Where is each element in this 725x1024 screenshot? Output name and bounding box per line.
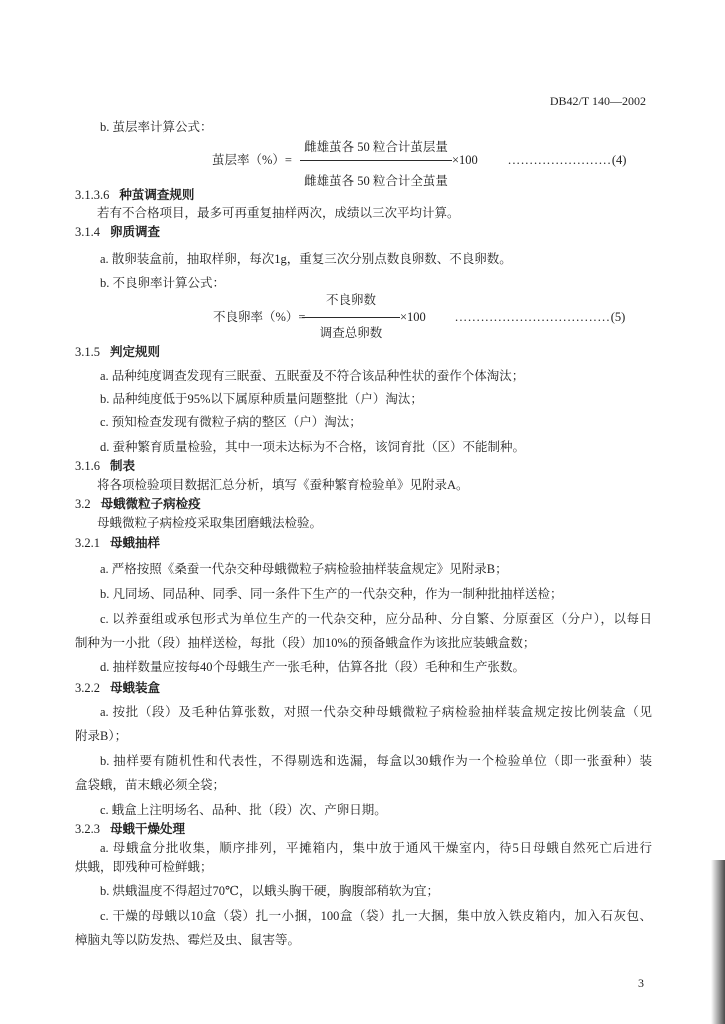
formula-5-number: (5) xyxy=(610,310,626,324)
formula-4-intro: b. 茧层率计算公式： xyxy=(100,120,213,134)
list-item: a. 母蛾盒分批收集，顺序排列，平摊箱内，集中放于通风干燥室内，待5日母蛾自然死亡后进行 xyxy=(100,841,652,855)
formula-5-dots: .................................... xyxy=(455,310,611,324)
heading-3-1-3-6 xyxy=(75,187,194,203)
heading-number: 3.1.4 xyxy=(75,225,100,239)
formula-5-numerator: 不良卵数 xyxy=(325,293,376,307)
list-item-continuation: 烘蛾，即残种可检鲜蛾； xyxy=(75,860,213,874)
list-item: c. 蛾盒上注明场名、品种、批（段）次、产卵日期。 xyxy=(100,803,387,817)
formula-4-leader xyxy=(508,152,626,168)
list-item: b. 不良卵率计算公式： xyxy=(100,276,226,290)
heading-title: 卵质调查 xyxy=(110,225,161,239)
list-item-continuation: 盒袋蛾，苗末蛾必须全袋； xyxy=(75,778,226,792)
formula-4-fraction-bar xyxy=(300,160,452,161)
list-item-continuation: 樟脑丸等以防发热、霉烂及虫、鼠害等。 xyxy=(75,933,301,947)
formula-4-number: (4) xyxy=(611,153,627,167)
list-item: a. 按批（段）及毛种估算张数，对照一代杂交种母蛾微粒子病检验抽样装盒规定按比例装盒（见 xyxy=(100,705,652,719)
formula-4-dots: ........................ xyxy=(508,153,612,167)
list-item: d. 蚕种繁育质量检验，其中一项未达标为不合格，该饲育批（区）不能制种。 xyxy=(100,440,526,454)
paragraph: 母蛾微粒子病检疫采取集团磨蛾法检验。 xyxy=(97,516,323,530)
formula-5-factor: ×100 xyxy=(400,310,426,324)
formula-4-factor: ×100 xyxy=(452,153,478,167)
heading-title: 母蛾干燥处理 xyxy=(110,822,186,836)
heading-title: 种茧调查规则 xyxy=(119,188,195,202)
scan-edge-shadow xyxy=(711,860,725,1024)
list-item: b. 烘蛾温度不得超过70℃，以蛾头胸干硬，胸腹部稍软为宜； xyxy=(100,884,439,898)
heading-title: 母蛾抽样 xyxy=(110,536,161,550)
paragraph: 若有不合格项目，最多可再重复抽样两次，成绩以三次平均计算。 xyxy=(97,206,460,220)
list-item: b. 凡同场、同品种、同季、同一条件下生产的一代杂交种，作为一制种批抽样送检； xyxy=(100,587,563,601)
page-number: 3 xyxy=(638,976,644,990)
formula-5-fraction-bar xyxy=(302,317,400,318)
formula-5-denominator: 调查总卵数 xyxy=(319,326,383,340)
heading-3-1-4 xyxy=(75,224,160,240)
list-item-continuation: 制种为一小批（段）抽样送检，每批（段）加10%的预备蛾盒作为该批应装蛾盒数； xyxy=(75,636,536,650)
heading-3-2-1 xyxy=(75,535,160,551)
document-code: DB42/T 140—2002 xyxy=(549,94,646,108)
heading-3-2-2 xyxy=(75,680,160,696)
list-item-continuation: 附录B）； xyxy=(75,729,128,743)
formula-4-lhs: 茧层率（%）= xyxy=(212,153,292,167)
heading-number: 3.1.3.6 xyxy=(75,188,110,202)
heading-number: 3.2 xyxy=(75,497,91,511)
heading-number: 3.2.3 xyxy=(75,822,100,836)
heading-title: 母蛾装盒 xyxy=(110,681,161,695)
formula-5-leader xyxy=(455,309,625,325)
list-item: c. 以养蚕组或承包形式为单位生产的一代杂交种，应分品种、分自繁、分原蚕区（分户），以每日 xyxy=(100,612,652,626)
heading-3-2-3 xyxy=(75,821,185,837)
list-item: b. 抽样要有随机性和代表性，不得剔选和选漏，每盒以30蛾作为一个检验单位（即一张蚕种）装 xyxy=(100,754,652,768)
formula-4-denominator: 雌雄茧各 50 粒合计全茧量 xyxy=(304,174,448,188)
heading-3-1-5 xyxy=(75,344,160,360)
heading-3-1-6 xyxy=(75,458,135,474)
heading-number: 3.1.5 xyxy=(75,345,100,359)
list-item: b. 品种纯度低于95%以下属原种质量问题整批（户）淘汰； xyxy=(100,392,423,406)
paragraph: 将各项检验项目数据汇总分析，填写《蚕种繁育检验单》见附录A。 xyxy=(97,478,469,492)
list-item: a. 散卵装盒前，抽取样卵，每次1g，重复三次分别点数良卵数、不良卵数。 xyxy=(100,252,512,266)
heading-number: 3.2.2 xyxy=(75,681,100,695)
heading-title: 制表 xyxy=(110,459,136,473)
heading-3-2 xyxy=(75,496,201,512)
list-item: c. 干燥的母蛾以10盒（袋）扎一小捆，100盒（袋）扎一大捆，集中放入铁皮箱内，加入石灰包、 xyxy=(100,909,652,923)
list-item: c. 预知检查发现有微粒子病的整区（户）淘汰； xyxy=(100,415,362,429)
heading-title: 母蛾微粒子病检疫 xyxy=(100,497,201,511)
heading-title: 判定规则 xyxy=(110,345,161,359)
list-item: a. 品种纯度调查发现有三眠蚕、五眠蚕及不符合该品种性状的蚕作个体淘汰； xyxy=(100,369,525,383)
heading-number: 3.1.6 xyxy=(75,459,100,473)
list-item: a. 严格按照《桑蚕一代杂交种母蛾微粒子病检验抽样装盒规定》见附录B； xyxy=(100,562,508,576)
heading-number: 3.2.1 xyxy=(75,536,100,550)
list-item: d. 抽样数量应按每40个母蛾生产一张毛种，估算各批（段）毛种和生产张数。 xyxy=(100,660,526,674)
formula-5-lhs: 不良卵率（%）= xyxy=(213,310,306,324)
formula-4-numerator: 雌雄茧各 50 粒合计茧层量 xyxy=(304,140,448,154)
